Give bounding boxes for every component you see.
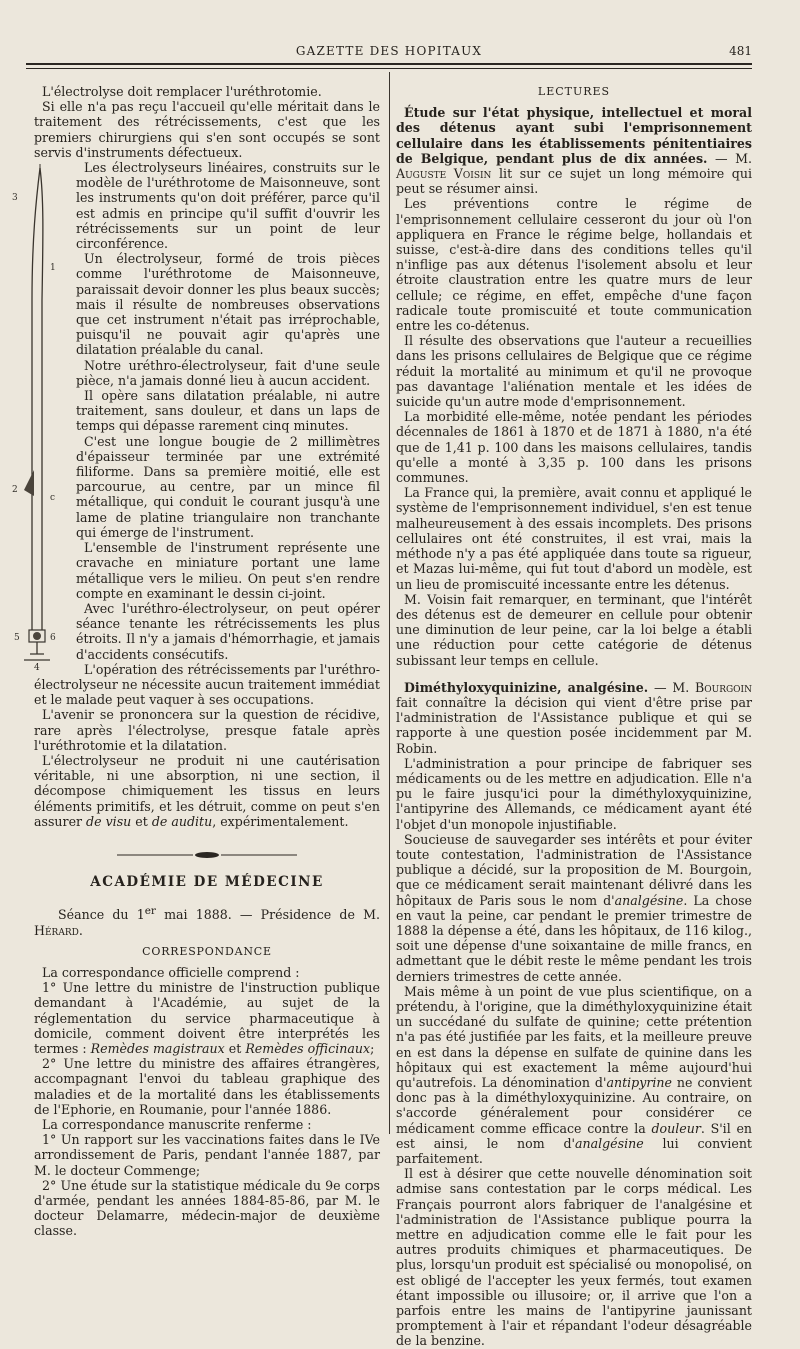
paragraph: C'est une longue bougie de 2 millimètres d'épaisseur terminée par une extrémité filiforme. Dans sa première moitié, elle est parcourue, au centre, par un mince fil métallique, qui conduit le courant jusqu'à une lame de platine triangulaire non tranchante qui émerge de l'instrument. [76, 433, 380, 540]
session-line: Séance du 1er mai 1888. — Présidence de M. Hérard. [34, 905, 380, 938]
paragraph: L'opération des rétrécissements par l'uréthro-électrolyseur ne nécessite aucun traitement immédiat et le malade peut vaquer à ses occupations. [34, 661, 380, 708]
paragraph: La correspondance manuscrite renferme : [42, 1116, 312, 1132]
right-column [396, 84, 752, 1349]
section-heading: ACADÉMIE DE MÉDECINE [90, 873, 324, 890]
header-rule-thin [26, 68, 752, 69]
figure-label: 6 [50, 633, 56, 644]
paragraph: Avec l'uréthro-électrolyseur, on peut opérer séance tenante les rétrécissements les plus étroits. Il n'y a jamais d'hémorrhagie, et jamais d'accidents consécutifs. [76, 600, 380, 662]
left-column [12, 84, 380, 1239]
figure-label: 2 [12, 485, 18, 496]
paragraph: L'avenir se prononcera sur la question de récidive, rare après l'électrolyse, presque fatale après l'uréthrotomie et la dilatation. [34, 707, 380, 753]
electrolyser-figure [10, 160, 66, 672]
paragraph: La morbidité elle-même, notée pendant les périodes décennales de 1861 à 1870 et de 1871 à 1880, n'a été que de 1,41 p. 100 dans les maisons cellulaires, tandis qu'elle a monté à 3,35 p. 100 dans les prisons communes. [396, 409, 752, 486]
figure-label: c [50, 493, 56, 504]
paragraph: Mais même à un point de vue plus scientifique, on a prétendu, à l'origine, que la diméthyloxyquinizine était un succédané du sulfate de quinine; cette prétention n'a pas été justifiée par les faits, et la meilleure preuve en est dans la dépense en sulfate de quinine dans les hôpitaux qui est exactement la même aujourd'hui qu'autrefois. La dénomination d'antipyrine ne convient donc pas à la diméthyloxyquinizine. Au contraire, on s'accorde généralement pour considérer ce médicament comme efficace contre la douleur. S'il en est ainsi, le nom d'analgésine lui convient parfaitement. [396, 983, 753, 1167]
subheading: LECTURES [537, 85, 611, 98]
paragraph: Notre uréthro-électrolyseur, fait d'une seule pièce, n'a jamais donné lieu à aucun accident. [76, 357, 380, 388]
author-name: Bourgoin [695, 679, 752, 695]
paragraph: L'ensemble de l'instrument représente une cravache en miniature portant une lame métallique vers le milieu. On peut s'en rendre compte en examinant le dessin ci-joint. [76, 540, 380, 601]
column-divider [389, 72, 390, 1134]
paragraph: Soucieuse de sauvegarder ses intérêts et pour éviter toute contestation, l'administration de l'Assistance publique a décidé, sur la proposition de M. Bourgoin, que ce médicament serait maintenant délivré dans les hôpitaux de Paris sous le nom d'analgésine. La chose en vaut la peine, car pendant le premier trimestre de 1888 la dépense a été, dans les hôpitaux, de 116 kilog., soit une dépense d'une soixantaine de mille francs, en admettant que le débit reste le même pendant les trois derniers trimestres de cette année. [396, 831, 752, 984]
spacer [396, 668, 752, 680]
paragraph: La correspondance officielle comprend : [42, 964, 300, 980]
figure-label: 5 [14, 633, 20, 644]
article-title: Étude sur l'état physique, intellectuel et moral des détenus ayant subi l'emprisonnement cellulaire dans les établissements pénitentiaires de Belgique, pendant plus de dix années. [396, 105, 752, 166]
figure-label: 1 [50, 263, 56, 274]
paragraph: Diméthyloxyquinizine, analgésine. — M. Bourgoin fait connaître la décision qui vient d'être prise par l'administration de l'Assistance publique et qui se rapporte à une question posée incidemment par M. Robin. [396, 679, 752, 756]
article-title: Diméthyloxyquinizine, analgésine. [404, 679, 649, 695]
header-rule [26, 63, 752, 65]
paragraph: M. Voisin fait remarquer, en terminant, que l'intérêt des détenus est de demeurer en cellule pour obtenir une diminution de leur peine, car la loi belge a établi une réduction pour cette catégorie de détenus subissant leur temps en cellule. [396, 591, 752, 668]
journal-title: GAZETTE DES HOPITAUX [295, 44, 483, 58]
paragraph: L'électrolyse doit remplacer l'uréthrotomie. [42, 84, 322, 99]
figure-label: 3 [12, 193, 18, 204]
paragraph: 2° Une lettre du ministre des affaires étrangères, accompagnant l'envoi du tableau graphique des maladies et de la mortalité dans les établissements de l'Ephorie, en Roumanie, pour l'année 1886. [34, 1056, 380, 1117]
paragraph: 1° Une lettre du ministre de l'instruction publique demandant à l'Académie, au sujet de la réglementation du service pharmaceutique à domicile, comment doivent être interprétés les termes : Remèdes magistraux et Remèdes officinaux; [34, 980, 380, 1056]
paragraph: Les électrolyseurs linéaires, construits sur le modèle de l'uréthrotome de Maisonneuve, sont les instruments qu'on doit préférer, parce qu'il est admis en principe qu'il suffit d'ouvrir les rétrécissements sur un point de leur circonférence. [76, 160, 380, 252]
paragraph: 2° Une étude sur la statistique médicale du 9e corps d'armée, pendant les années 1884-85-86, par M. le docteur Delamarre, médecin-major de deuxième classe. [34, 1177, 380, 1239]
paragraph: Étude sur l'état physique, intellectuel et moral des détenus ayant subi l'emprisonnement cellulaire dans les établissements pénitentiaires de Belgique, pendant plus de dix années. — M. Auguste Voisin lit sur ce sujet un long mémoire qui peut se résumer ainsi. [396, 105, 753, 197]
paragraph: L'administration a pour principe de fabriquer ses médicaments ou de les mettre en adjudication. Elle n'a pu le faire jusqu'ici pour la diméthyloxyquinizine, l'antipyrine des Allemands, ce médicament ayant été l'objet d'un monopole injustifiable. [396, 755, 752, 832]
page-number: 481 [729, 44, 752, 58]
paragraph: La France qui, la première, avait connu et appliqué le système de l'emprisonnement individuel, s'en est tenue malheureusement à des essais incomplets. Des prisons cellulaires ont été construites, il est vrai, mais la méthode n'y a pas été appliquée dans toute sa rigueur, et Mazas lui-même, qui fut tout d'abord un modèle, est un lieu de promiscuité incessante entre les détenus. [396, 485, 752, 592]
figure-label: 4 [34, 663, 40, 673]
paragraph: Il opère sans dilatation préalable, ni autre traitement, sans douleur, et dans un laps de temps qui dépasse rarement cinq minutes. [76, 388, 380, 434]
section-ornament [117, 851, 297, 859]
paragraph: Un électrolyseur, formé de trois pièces comme l'uréthrotome de Maisonneuve, paraissait devoir donner les plus beaux succès; mais il résulte de nombreuses observations que cet instrument n'était pas irréprochable, puisqu'il ne pouvait agir qu'après une dilatation préalable du canal. [76, 251, 380, 358]
paragraph: Les préventions contre le régime de l'emprisonnement cellulaire cesseront du jour où l'on appliquera en France le régime belge, hollandais et suisse, c'est-à-dire dans des conditions telles qu'il n'inflige pas aux détenus l'isolement absolu et leur étroite claustration entre les quatre murs de leur cellule; ce régime, en effet, empêche d'une façon radicale toute promiscuité et toute communication entre les co-détenus. [396, 196, 752, 334]
paragraph: 1° Un rapport sur les vaccinations faites dans le IVe arrondissement de Paris, pendant l'année 1887, par M. le docteur Commenge; [34, 1132, 380, 1178]
paragraph: Si elle n'a pas reçu l'accueil qu'elle méritait dans le traitement des rétrécissements, c'est que les premiers chirurgiens qui s'en sont occupés se sont servis d'instruments défectueux. [34, 99, 380, 160]
paragraph: L'électrolyseur ne produit ni une cautérisation véritable, ni une absorption, ni une section, il décompose chimiquement les tissus en leurs éléments primitifs, et les détruit, comme on peut s'en assurer de visu et de auditu, expérimentalement. [34, 752, 380, 829]
paragraph: Il résulte des observations que l'auteur a recueillies dans les prisons cellulaires de Belgique que ce régime réduit la mortalité au minimum et qu'il ne provoque pas davantage l'aliénation mentale et les idées de suicide qu'un autre mode d'emprisonnement. [396, 333, 752, 410]
paragraph: Il est à désirer que cette nouvelle dénomination soit admise sans contestation par le corps médical. Les Français pourront alors fabriquer de l'analgésine et l'administration de l'Assistance publique pourra la mettre en adjudication comme elle le fait pour les autres produits chimiques et pharmaceutiques. De plus, lorsqu'un produit est spécialisé ou monopolisé, on est obligé de l'accepter les yeux fermés, tout examen étant impossible ou illusoire; or, il arrive que l'on a parfois entre les mains de l'antipyrine jaunissant promptement à l'air et répandant l'odeur désagréable de la benzine. [396, 1166, 752, 1349]
author-name: Auguste Voisin [396, 166, 492, 182]
subheading: CORRESPONDANCE [142, 944, 272, 958]
